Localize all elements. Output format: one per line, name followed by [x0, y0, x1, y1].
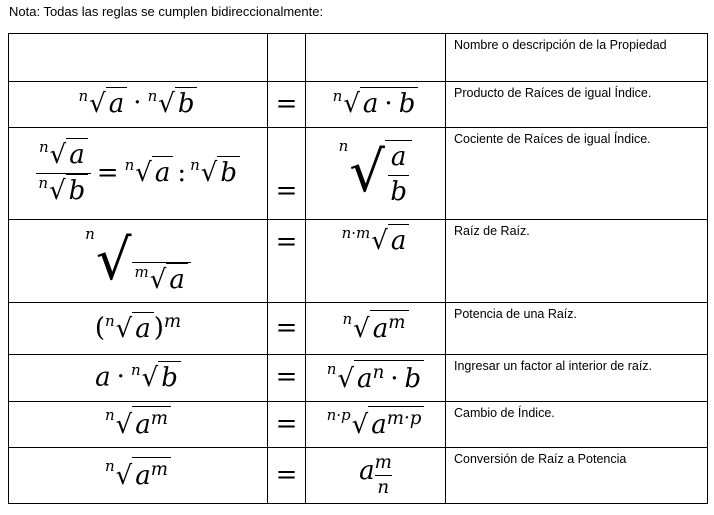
radical [85, 225, 191, 298]
radical [148, 87, 198, 122]
exponent: m [150, 459, 168, 481]
table-row [9, 355, 708, 402]
math-term: b [390, 177, 407, 208]
math-term: n [377, 477, 390, 498]
radical-sign-icon: √ [343, 89, 360, 120]
root-index: n [78, 87, 89, 106]
radical-sign-icon: √ [149, 264, 167, 295]
math-term: a [166, 263, 188, 298]
root-index: n [124, 156, 135, 175]
formula-left [9, 220, 268, 303]
root-index: n·m [341, 224, 371, 242]
root-index: n [104, 311, 115, 330]
math-term: a [106, 87, 128, 122]
formula-right [306, 402, 446, 448]
property-name: Conversión de Raíz a Potencia [446, 448, 708, 504]
equals-sign: = [268, 220, 306, 303]
radical [190, 156, 240, 191]
math-term: a [371, 410, 387, 441]
equals-sign: = [268, 82, 306, 128]
property-name: Cociente de Raíces de igual Índice. [446, 128, 708, 220]
properties-table [8, 33, 708, 504]
formula-right [306, 220, 446, 303]
math-term [132, 457, 171, 494]
radical-sign-icon: √ [49, 140, 67, 171]
header-cell: Nombre o descripción de la Propiedad [446, 34, 708, 82]
math-term: · [116, 361, 125, 392]
root-index: n [147, 87, 158, 106]
formula-right [306, 448, 446, 504]
math-term [368, 406, 424, 443]
radical-sign-icon: √ [115, 410, 133, 441]
radical [333, 87, 419, 122]
radical [105, 457, 171, 494]
property-name: Potencia de una Raíz. [446, 303, 708, 355]
math-term: a [388, 224, 410, 259]
property-name: Cambio de Índice. [446, 402, 708, 448]
math-term: b [158, 361, 181, 396]
math-term: = [96, 157, 119, 188]
equals-sign: = [268, 448, 306, 504]
root-index: n [326, 359, 337, 378]
math-term: a [135, 461, 151, 492]
radical-sign-icon: √ [337, 363, 355, 394]
equals-sign: = [268, 128, 306, 220]
root-index: n [85, 224, 95, 243]
root-index: n [190, 156, 200, 175]
formula-right [306, 128, 446, 220]
formula-left [9, 128, 268, 220]
radical [39, 138, 88, 173]
math-term: a [135, 410, 151, 441]
math-term [132, 406, 171, 443]
formula-left [9, 402, 268, 448]
exponent: m [163, 311, 182, 333]
radical [327, 406, 425, 443]
radical-sign-icon: √ [89, 89, 106, 120]
radical [342, 224, 410, 259]
property-name: Ingresar un factor al interior de raíz. [446, 355, 708, 402]
math-term: m [375, 451, 392, 476]
exponent: m [150, 408, 168, 430]
math-term: ( [94, 313, 105, 344]
math-term: · [133, 88, 142, 119]
math-term [370, 310, 409, 347]
radical-sign-icon: √ [351, 410, 369, 441]
radical [125, 156, 174, 191]
math-term: ) [153, 313, 164, 344]
exponent: m·p [386, 408, 422, 430]
math-term: a [132, 312, 154, 347]
formula-right [306, 355, 446, 402]
math-term [354, 360, 424, 397]
formula-left [9, 355, 268, 402]
radical-sign-icon: √ [371, 226, 388, 256]
root-index: n [104, 406, 115, 425]
radical [131, 361, 181, 396]
radical [38, 174, 88, 209]
radical-sign-icon: √ [158, 89, 175, 120]
property-name: Producto de Raíces de igual Índice. [446, 82, 708, 128]
math-term: a [152, 156, 174, 191]
note-text: Nota: Todas las reglas se cumplen bidireccionalmente: [9, 4, 324, 19]
radical-sign-icon: √ [49, 176, 66, 206]
table-row [9, 220, 708, 303]
equals-sign: = [268, 355, 306, 402]
exponent: m [388, 312, 406, 334]
table-header-row [9, 34, 708, 82]
radical-sign-icon: √ [353, 314, 370, 345]
math-term: : [177, 157, 187, 188]
radical [327, 360, 424, 397]
math-term: b [217, 156, 240, 191]
table-row [9, 448, 708, 504]
root-index: m [134, 262, 149, 281]
math-term: a [66, 138, 88, 173]
property-name: Raíz de Raíz. [446, 220, 708, 303]
table-row [9, 82, 708, 128]
equals-sign: = [268, 402, 306, 448]
root-index: n [104, 457, 115, 476]
math-term [38, 174, 88, 209]
table-row [9, 128, 708, 220]
formula-left [9, 448, 268, 504]
table-row [9, 402, 708, 448]
radical-sign-icon: √ [141, 362, 159, 393]
math-term: a [359, 456, 375, 487]
math-term [360, 87, 418, 122]
formula-right [306, 82, 446, 128]
radical-sign-icon: √ [349, 140, 385, 206]
equals-sign: = [268, 303, 306, 355]
math-term: b [175, 87, 198, 122]
math-term: b [66, 174, 89, 209]
radical-sign-icon: √ [115, 313, 133, 344]
root-index: n [38, 174, 49, 192]
table-row [9, 303, 708, 355]
formula-left [9, 303, 268, 355]
math-term [36, 138, 91, 174]
radical-sign-icon: √ [95, 227, 132, 293]
math-term: · [390, 363, 399, 394]
math-term [132, 262, 191, 298]
radical [339, 137, 413, 210]
math-term: b [398, 89, 416, 120]
radical-sign-icon: √ [135, 158, 152, 189]
math-term: a [357, 363, 373, 394]
formula-left [9, 82, 268, 128]
math-term: b [404, 363, 422, 394]
fraction [36, 138, 91, 209]
root-index: n [338, 137, 349, 156]
root-index: n [332, 87, 343, 106]
math-term: a [372, 314, 389, 345]
fraction [388, 141, 410, 210]
math-term: a [95, 361, 111, 392]
exponent: n [372, 361, 385, 383]
math-term [375, 451, 392, 499]
formula-right [306, 303, 446, 355]
math-term: · [384, 89, 393, 120]
math-term: a [362, 89, 379, 120]
root-index: n [39, 138, 49, 157]
root-index: n [130, 360, 141, 379]
radical [135, 263, 188, 298]
radical [342, 310, 408, 347]
radical-sign-icon: √ [200, 158, 218, 189]
radical [79, 87, 128, 122]
radical [105, 406, 171, 443]
math-term [385, 140, 413, 210]
root-index: n [342, 310, 353, 329]
radical-sign-icon: √ [115, 461, 133, 492]
math-term: a [388, 141, 410, 176]
root-index: n·p [326, 406, 351, 425]
radical [105, 312, 154, 347]
